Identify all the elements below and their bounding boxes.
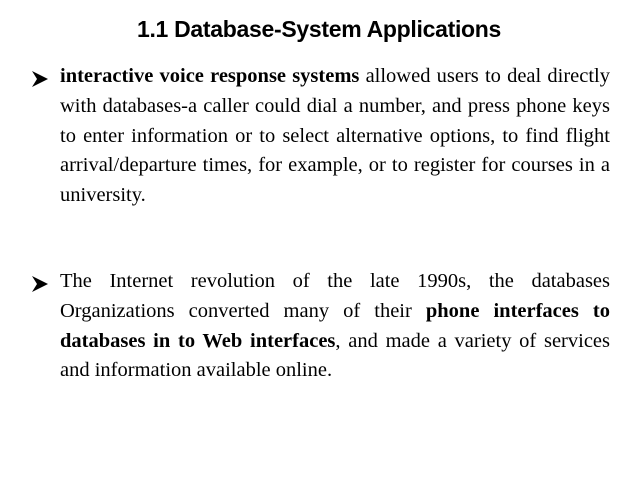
arrowhead-bullet-icon — [30, 274, 50, 294]
slide-title: 1.1 Database-System Applications — [136, 16, 502, 42]
bullet-body-text: The Internet revolution of the late 1990s, the databases Organizations converted many of their — [60, 270, 610, 322]
bullet-item — [30, 267, 610, 386]
arrowhead-bullet-icon — [30, 69, 50, 89]
bullet-body-text: , and made a variety of services and information available online. — [60, 329, 611, 382]
bullet-body-text: allowed users to deal directly with databases-a caller could dial a number, and press phone keys to enter information or to select alternative options, to find flight arrival/departure times, for example, or to register for courses in a university. — [60, 65, 610, 207]
bullet-text — [60, 62, 610, 211]
bullet-bold-text: phone interfaces to databases in to Web interfaces — [60, 299, 610, 352]
bullet-text — [60, 267, 610, 386]
bullet-bold-text: interactive voice response systems — [60, 65, 360, 87]
bullet-item — [30, 62, 610, 211]
